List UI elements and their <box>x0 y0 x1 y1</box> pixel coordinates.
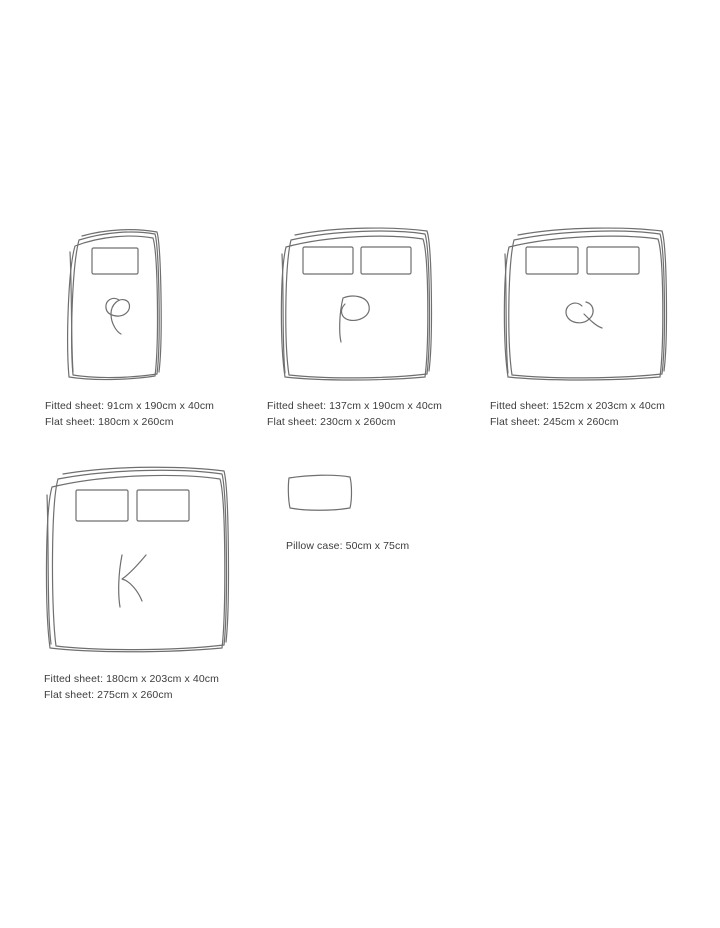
caption-queen <box>490 398 665 430</box>
size-card-pillow <box>286 472 356 517</box>
pillow-illustration <box>286 472 356 517</box>
flat-sheet-single: Flat sheet: 180cm x 260cm <box>45 416 174 428</box>
caption-double <box>267 398 442 430</box>
size-card-king <box>36 463 241 653</box>
bed-illustration-single <box>45 222 185 383</box>
flat-sheet-king: Flat sheet: 275cm x 260cm <box>44 689 173 701</box>
size-card-double <box>267 222 447 382</box>
fitted-sheet-single: Fitted sheet: 91cm x 190cm x 40cm <box>45 400 215 412</box>
fitted-sheet-double: Fitted sheet: 137cm x 190cm x 40cm <box>267 400 442 412</box>
fitted-sheet-queen: Fitted sheet: 152cm x 203cm x 40cm <box>490 400 665 412</box>
size-card-queen <box>490 222 680 382</box>
fitted-sheet-king: Fitted sheet: 180cm x 203cm x 40cm <box>44 673 219 685</box>
bed-illustration-king <box>36 463 241 653</box>
bed-illustration-double <box>267 222 447 382</box>
caption-king <box>44 671 219 703</box>
size-card-single <box>45 222 185 383</box>
pillow-case-label: Pillow case: 50cm x 75cm <box>286 540 410 552</box>
flat-sheet-double: Flat sheet: 230cm x 260cm <box>267 416 396 428</box>
flat-sheet-queen: Flat sheet: 245cm x 260cm <box>490 416 619 428</box>
caption-single <box>45 398 214 430</box>
caption-pillow <box>286 538 409 554</box>
bed-illustration-queen <box>490 222 680 382</box>
